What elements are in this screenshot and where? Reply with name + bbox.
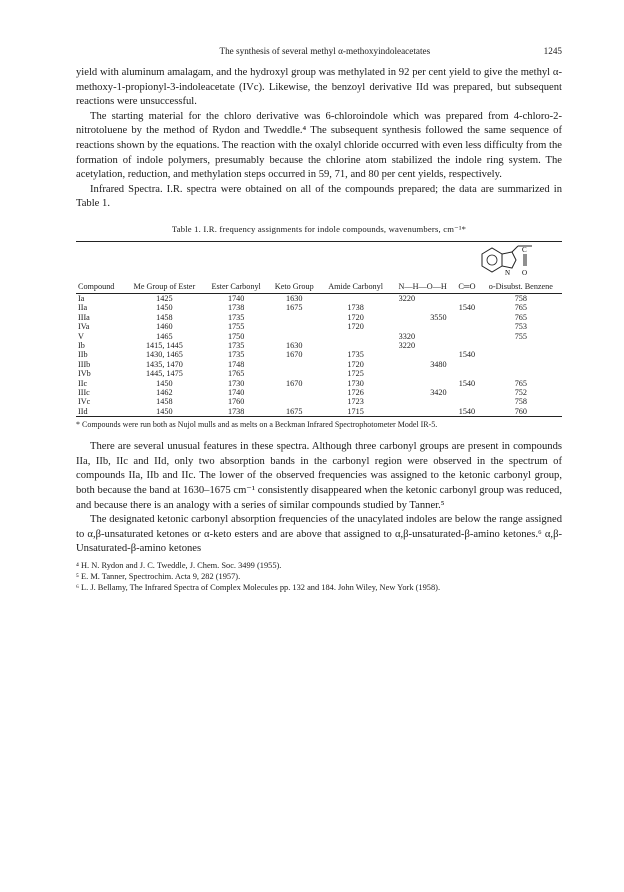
table-cell: 1450 bbox=[156, 303, 173, 313]
col-keto-group: Keto Group bbox=[274, 281, 314, 291]
col-nh-oh: N—H—O—H bbox=[398, 281, 447, 291]
table-cell: 765 bbox=[514, 378, 527, 388]
table-cell bbox=[391, 360, 423, 369]
col-me-ester: Me Group of Ester bbox=[133, 281, 196, 291]
table-cell: 760 bbox=[514, 406, 527, 416]
table-cell: 1450 bbox=[156, 378, 173, 388]
table-row bbox=[76, 341, 562, 350]
table-cell: IVa bbox=[78, 322, 90, 332]
table-cell bbox=[423, 341, 455, 350]
table-cell: 1738 bbox=[227, 406, 245, 416]
table-cell bbox=[268, 322, 320, 331]
table-cell bbox=[423, 293, 455, 303]
table-cell: 1450 bbox=[156, 406, 173, 416]
table-footnote: * Compounds were run both as Nujol mulls and as melts on a Beckman Infrared Spectrophotometer Model IR-5. bbox=[76, 420, 438, 430]
table-cell: 765 bbox=[514, 303, 527, 313]
table-cell bbox=[391, 322, 423, 331]
table-cell bbox=[480, 341, 562, 350]
table-cell: 1723 bbox=[347, 397, 364, 407]
table-cell bbox=[423, 303, 455, 312]
table-cell: 1540 bbox=[458, 378, 476, 388]
table-cell: 1760 bbox=[227, 397, 245, 407]
table-cell bbox=[268, 332, 320, 341]
table-row bbox=[76, 360, 562, 369]
table-cell: 1630 bbox=[286, 340, 303, 350]
paragraph-unusual-features: There are several unusual features in these spectra. Although three carbonyl groups are present in compounds IIa, IIb, IIc and IId, only two absorption bands in the carbonyl region were observed in the spectrum of compounds IIa, IIb and IIc. The lower of the observed frequencies was assigned to the ketonic carbonyl group, both because the band at 1630–1675 cm⁻¹ consistently disappeared when the ketonic carbonyl group was reduced, and because there is an analogy with a series of similar compounds studied by Tanner.⁵ bbox=[76, 441, 562, 511]
table-cell bbox=[391, 313, 423, 322]
table-cell: 1445, 1475 bbox=[145, 369, 183, 379]
table-cell: 1435, 1470 bbox=[145, 359, 183, 369]
table-cell bbox=[268, 360, 320, 369]
table-row bbox=[76, 322, 562, 331]
table-cell: IIIa bbox=[78, 312, 90, 322]
table-cell: 1720 bbox=[347, 312, 364, 322]
table-cell: 1458 bbox=[156, 397, 173, 407]
table-cell: Ia bbox=[78, 293, 85, 303]
table-row bbox=[76, 388, 562, 397]
col-compound: Compound bbox=[78, 281, 115, 291]
paragraph-ketonic-carbonyl: The designated ketonic carbonyl absorption frequencies of the unacylated indoles are below the range assigned to α,β-unsaturated ketones or α-keto esters and are above that assigned to α,β-unsaturated-β-amino ketones.⁶ α,β-Unsaturated-β-amino ketones bbox=[76, 514, 562, 555]
table-row bbox=[76, 369, 562, 378]
table-cell: 1765 bbox=[227, 369, 245, 379]
table-cell: 758 bbox=[514, 293, 527, 303]
table-row bbox=[76, 397, 562, 406]
table-cell: 3220 bbox=[398, 293, 416, 303]
table-cell: 3550 bbox=[430, 312, 447, 322]
table-cell: 3220 bbox=[398, 340, 416, 350]
col-c-o: C═O bbox=[458, 281, 476, 291]
table-cell bbox=[454, 322, 480, 331]
table-cell bbox=[268, 388, 320, 397]
paragraph-infrared-spectra: Infrared Spectra. I.R. spectra were obtained on all of the compounds prepared; the data are summarized in Table 1. bbox=[76, 183, 562, 210]
table-cell bbox=[454, 369, 480, 378]
table-cell: IIc bbox=[78, 378, 88, 388]
table-cell: Ib bbox=[78, 340, 85, 350]
table-cell bbox=[391, 388, 423, 397]
table-cell: 1730 bbox=[347, 378, 364, 388]
table-cell: 3420 bbox=[430, 388, 447, 397]
col-ester-carbonyl: Ester Carbonyl bbox=[211, 281, 261, 291]
table-cell: 1720 bbox=[347, 359, 364, 369]
table-cell: 1415, 1445 bbox=[145, 340, 183, 350]
table-cell: 755 bbox=[514, 331, 527, 341]
table-cell: 1755 bbox=[227, 322, 245, 332]
table-cell bbox=[320, 341, 391, 350]
table-cell bbox=[454, 313, 480, 322]
paragraph-continuation: yield with aluminum amalagam, and the hydroxyl group was methylated in 92 per cent yield to give the methyl α-methoxy-1-propionyl-3-indoleacetate (IVc). Likewise, the benzoyl derivative IId was prepared, but subsequent reactions were unsuccessful. bbox=[76, 67, 562, 108]
table-cell: 1738 bbox=[347, 303, 364, 313]
table-cell bbox=[454, 293, 480, 303]
reference-6: ⁶ L. J. Bellamy, The Infrared Spectra of Complex Molecules pp. 132 and 184. John Wiley, New York (1958). bbox=[76, 582, 441, 592]
table-cell bbox=[423, 322, 455, 331]
table-cell: 1735 bbox=[227, 340, 245, 350]
table-cell bbox=[423, 407, 455, 417]
table-cell bbox=[391, 369, 423, 378]
table-row bbox=[76, 293, 562, 303]
table-cell: 1735 bbox=[227, 312, 245, 322]
table-row bbox=[76, 379, 562, 388]
table-cell: IIb bbox=[78, 350, 88, 360]
table-cell: 1725 bbox=[347, 369, 364, 379]
svg-text:C: C bbox=[522, 245, 527, 254]
table-cell: 1465 bbox=[156, 331, 173, 341]
table-cell bbox=[423, 369, 455, 378]
table-cell bbox=[320, 293, 391, 303]
ir-frequency-table bbox=[76, 241, 562, 417]
table-row bbox=[76, 303, 562, 312]
table-cell bbox=[268, 397, 320, 406]
table-cell: 1675 bbox=[286, 303, 303, 313]
table-cell: 1735 bbox=[227, 350, 245, 360]
table-cell: 1425 bbox=[156, 293, 173, 303]
col-o-disubst: o-Disubst. Benzene bbox=[488, 281, 553, 291]
svg-text:O: O bbox=[522, 268, 528, 277]
page-number: 1245 bbox=[543, 46, 562, 56]
table-caption: Table 1. I.R. frequency assignments for indole compounds, wavenumbers, cm⁻¹* bbox=[171, 223, 467, 234]
table-cell bbox=[423, 379, 455, 388]
table-cell bbox=[320, 332, 391, 341]
table-cell bbox=[454, 332, 480, 341]
col-amide-carbonyl: Amide Carbonyl bbox=[328, 281, 384, 291]
table-cell: 1630 bbox=[286, 293, 303, 303]
table-cell: 1735 bbox=[347, 350, 364, 360]
table-row bbox=[76, 350, 562, 359]
table-cell: 1720 bbox=[347, 322, 364, 332]
table-cell: 1740 bbox=[227, 293, 245, 303]
running-header bbox=[76, 46, 562, 56]
table-cell: 765 bbox=[514, 312, 527, 322]
table-cell: 1748 bbox=[227, 359, 245, 369]
table-cell: 753 bbox=[514, 322, 527, 332]
table-cell: 3320 bbox=[398, 331, 416, 341]
reference-5: ⁵ E. M. Tanner, Spectrochim. Acta 9, 282 (1957). bbox=[76, 571, 241, 581]
paragraph-chloro-derivative: The starting material for the chloro derivative was 6-chloroindole which was prepared from 4-chloro-2-nitrotoluene by the method of Rydon and Tweddle.⁴ The subsequent synthesis followed the same sequence of reactions shown by the equations. The reaction with the oxalyl chloride occurred with even less difficulty from the formation of indole polymers, presumably because the chlorine atom stabilized the indole ring system. The acetylation, reduction, and methylation steps occurred in 59, 71, and 80 per cent yields, respectively. bbox=[76, 110, 562, 181]
table-cell: 1730 bbox=[227, 378, 245, 388]
table-cell bbox=[454, 397, 480, 406]
table-row bbox=[76, 407, 562, 417]
table-cell: IIa bbox=[78, 303, 88, 313]
table-cell: 1540 bbox=[458, 406, 476, 416]
table-cell bbox=[391, 379, 423, 388]
table-cell bbox=[454, 341, 480, 350]
table-cell bbox=[480, 360, 562, 369]
table-cell: 1670 bbox=[286, 350, 303, 360]
table-cell bbox=[268, 369, 320, 378]
table-cell bbox=[391, 350, 423, 359]
table-cell: 3480 bbox=[430, 359, 447, 369]
table-cell: 1460 bbox=[156, 322, 173, 332]
table-body bbox=[76, 293, 562, 416]
table-cell bbox=[391, 397, 423, 406]
svg-text:N: N bbox=[505, 268, 511, 277]
table-cell: IId bbox=[78, 406, 88, 416]
journal-page bbox=[76, 46, 562, 593]
running-title: The synthesis of several methyl α-methoxyindoleacetates bbox=[219, 46, 431, 56]
table-cell bbox=[391, 303, 423, 312]
table-cell: 1740 bbox=[227, 388, 245, 397]
table-cell: 752 bbox=[514, 388, 527, 397]
table-row bbox=[76, 332, 562, 341]
indole-structure-icon bbox=[454, 241, 562, 282]
table-cell: IIIc bbox=[78, 388, 90, 397]
table-cell: IVc bbox=[78, 397, 91, 407]
table-cell bbox=[480, 369, 562, 378]
table-cell bbox=[423, 397, 455, 406]
references bbox=[76, 561, 562, 593]
table-cell bbox=[268, 313, 320, 322]
table-cell: 1715 bbox=[347, 406, 364, 416]
reference-4: ⁴ H. N. Rydon and J. C. Tweddle, J. Chem. Soc. 3499 (1955). bbox=[76, 560, 282, 570]
table-cell: 1675 bbox=[286, 406, 303, 416]
table-cell bbox=[454, 360, 480, 369]
table-cell: 758 bbox=[514, 397, 527, 407]
table-cell bbox=[423, 332, 455, 341]
table-cell: IVb bbox=[78, 369, 91, 379]
table-cell: 1750 bbox=[227, 331, 245, 341]
table-cell bbox=[480, 350, 562, 359]
table-cell: 1462 bbox=[156, 388, 173, 397]
table-cell: IIIb bbox=[78, 359, 91, 369]
table-cell: 1540 bbox=[458, 350, 476, 360]
table-cell: V bbox=[78, 331, 84, 341]
table-row bbox=[76, 313, 562, 322]
table-cell: 1430, 1465 bbox=[145, 350, 183, 360]
table-cell: 1458 bbox=[156, 312, 173, 322]
table-cell bbox=[423, 350, 455, 359]
table-cell bbox=[454, 388, 480, 397]
table-cell: 1738 bbox=[227, 303, 245, 313]
table-cell bbox=[391, 407, 423, 417]
table-cell: 1540 bbox=[458, 303, 476, 313]
table-cell: 1670 bbox=[286, 378, 303, 388]
table-cell: 1726 bbox=[347, 388, 364, 397]
